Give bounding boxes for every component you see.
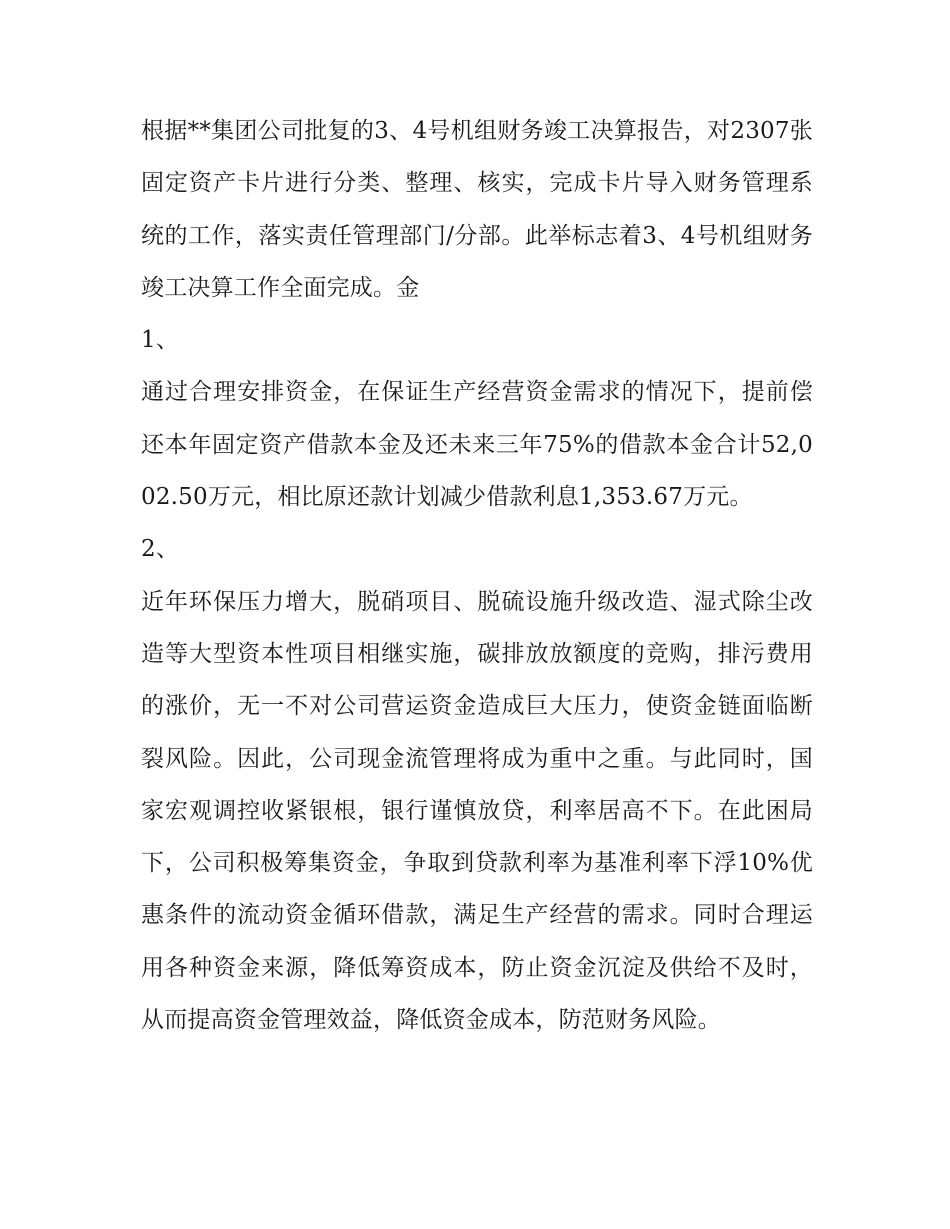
section-number-1: 1、 (141, 327, 180, 354)
document-body (141, 105, 813, 1046)
section-number-2: 2、 (141, 536, 180, 563)
paragraph-cash-flow-management: 近年环保压力增大，脱硝项目、脱硫设施升级改造、湿式除尘改造等大型资本性项目相继实施，碳排放放额度的竞购，排污费用的涨价，无一不对公司营运资金造成巨大压力，使资金链面临断裂风险。因此，公司现金流管理将成为重中之重。与此同时，国家宏观调控收紧银根，银行谨慎放贷，利率居高不下。在此困局下，公司积极筹集资金，争取到贷款利率为基准利率下浮10%优惠条件的流动资金循环借款，满足生产经营的需求。同时合理运用各种资金来源，降低筹资成本，防止资金沉淀及供给不及时，从而提高资金管理效益，降低资金成本，防范财务风险。 (141, 588, 813, 1034)
paragraph-loan-repayment: 通过合理安排资金，在保证生产经营资金需求的情况下，提前偿还本年固定资产借款本金及还未来三年75%的借款本金合计52,002.50万元，相比原还款计划减少借款利息1,353.67万元。 (141, 379, 813, 511)
paragraph-fixed-asset-cards: 根据**集团公司批复的3、4号机组财务竣工决算报告，对2307张固定资产卡片进行分类、整理、核实，完成卡片导入财务管理系统的工作，落实责任管理部门/分部。此举标志着3、4号机组财务竣工决算工作全面完成。金 (141, 118, 813, 301)
